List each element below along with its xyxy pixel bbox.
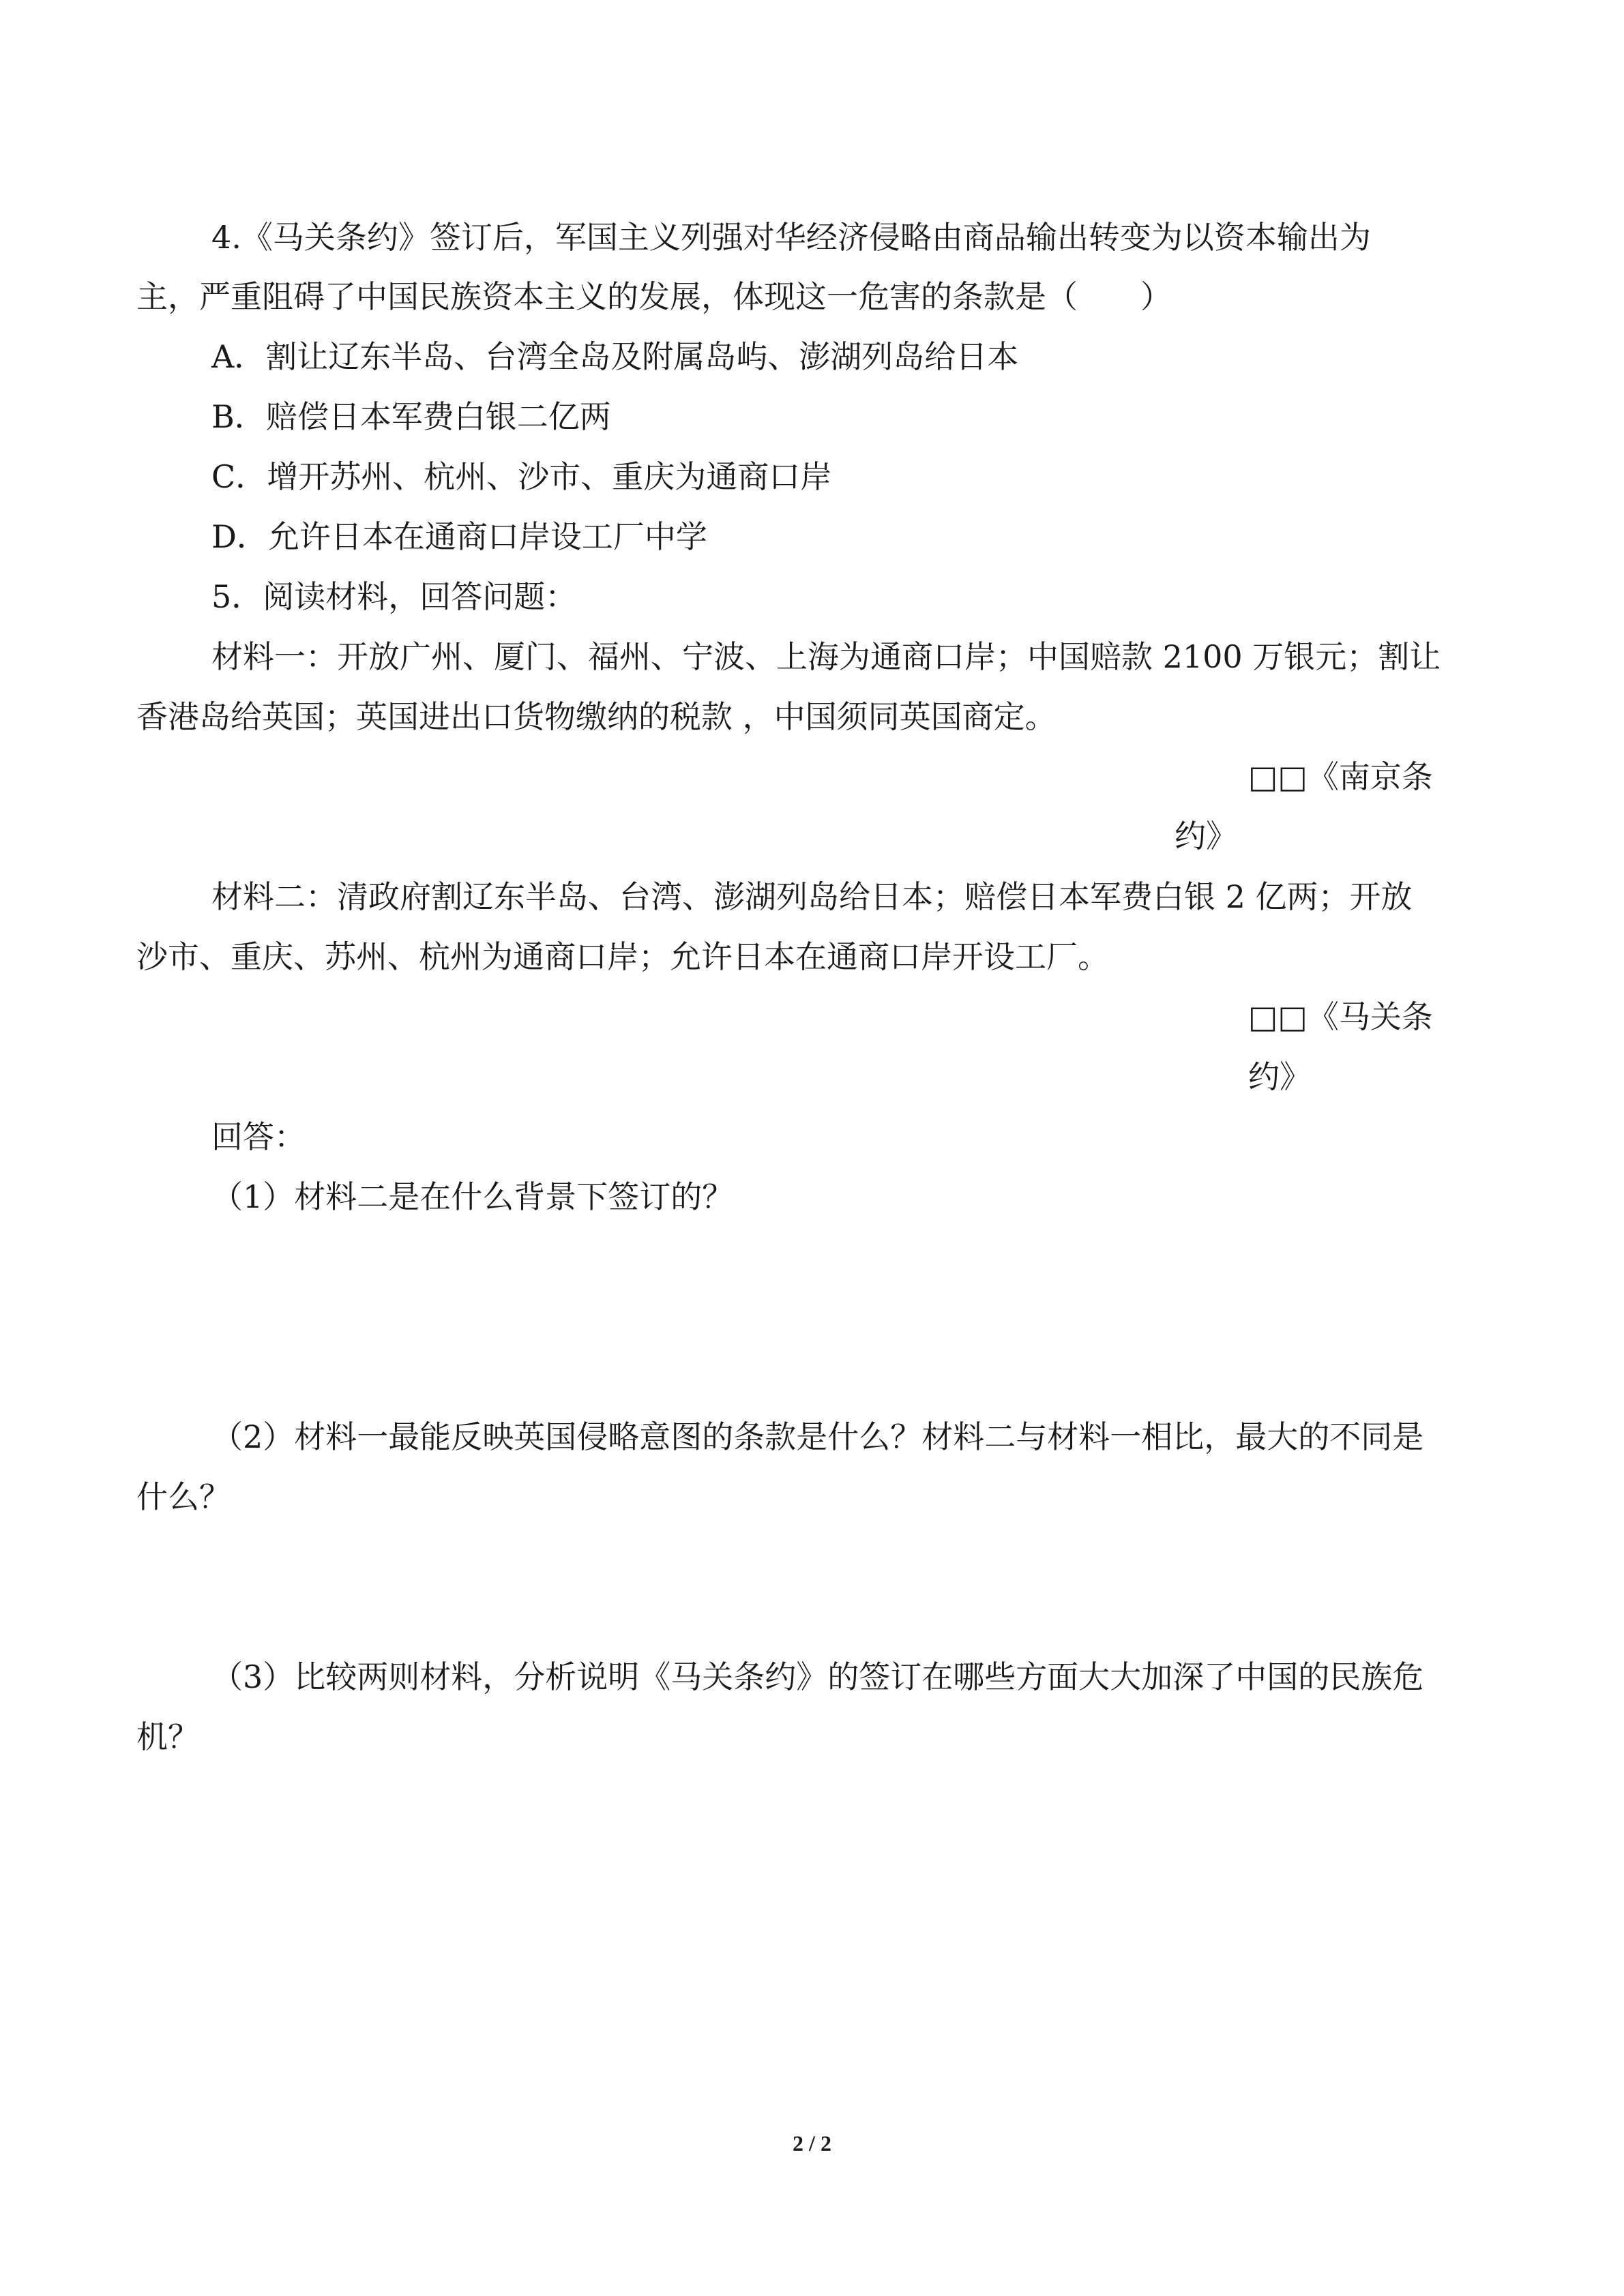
question-4-stem-line-1: 4.《马关条约》签订后，军国主义列强对华经济侵略由商品输出转变为以资本输出为 (211, 219, 1371, 256)
material-1-line-1: 材料一：开放广州、厦门、福州、宁波、上海为通商口岸；中国赔款 2100 万银元；割让 (211, 638, 1441, 675)
material-2-source-line-2: 约》 (1248, 1058, 1311, 1095)
material-1-line-2: 香港岛给英国；英国进出口货物缴纳的税款 ，中国须同英国商定。 (136, 698, 1057, 735)
sub-question-2-line-2: 什么？ (136, 1478, 231, 1515)
material-1-source-line-2: 约》 (1175, 818, 1237, 854)
answer-label: 回答： (211, 1118, 306, 1155)
sub-question-2-line-1: （2）材料一最能反映英国侵略意图的条款是什么？材料二与材料一相比，最大的不同是 (211, 1418, 1424, 1455)
question-4-option-d: D．允许日本在通商口岸设工厂中学 (211, 518, 707, 555)
question-4-option-b: B．赔偿日本军费白银二亿两 (211, 398, 611, 435)
sub-question-1: （1）材料二是在什么背景下签订的？ (211, 1178, 734, 1215)
page-number: 2 / 2 (793, 2131, 831, 2156)
material-1-source-line-1: □□《南京条 (1248, 758, 1433, 795)
material-2-line-2: 沙市、重庆、苏州、杭州为通商口岸；允许日本在通商口岸开设工厂。 (136, 938, 1109, 975)
material-2-line-1: 材料二：清政府割辽东半岛、台湾、澎湖列岛给日本；赔偿日本军费白银 2 亿两；开放 (211, 878, 1413, 915)
question-4-stem-line-2: 主，严重阻碍了中国民族资本主义的发展，体现这一危害的条款是（ ） (136, 278, 1172, 315)
sub-question-3-line-2: 机？ (136, 1718, 199, 1755)
question-5-stem: 5．阅读材料，回答问题： (211, 578, 577, 615)
material-2-source-line-1: □□《马关条 (1248, 998, 1433, 1035)
sub-question-3-line-1: （3）比较两则材料，分析说明《马关条约》的签订在哪些方面大大加深了中国的民族危 (211, 1658, 1424, 1695)
question-4-option-c: C．增开苏州、杭州、沙市、重庆为通商口岸 (211, 458, 832, 495)
question-4-option-a: A．割让辽东半岛、台湾全岛及附属岛屿、澎湖列岛给日本 (211, 338, 1019, 375)
